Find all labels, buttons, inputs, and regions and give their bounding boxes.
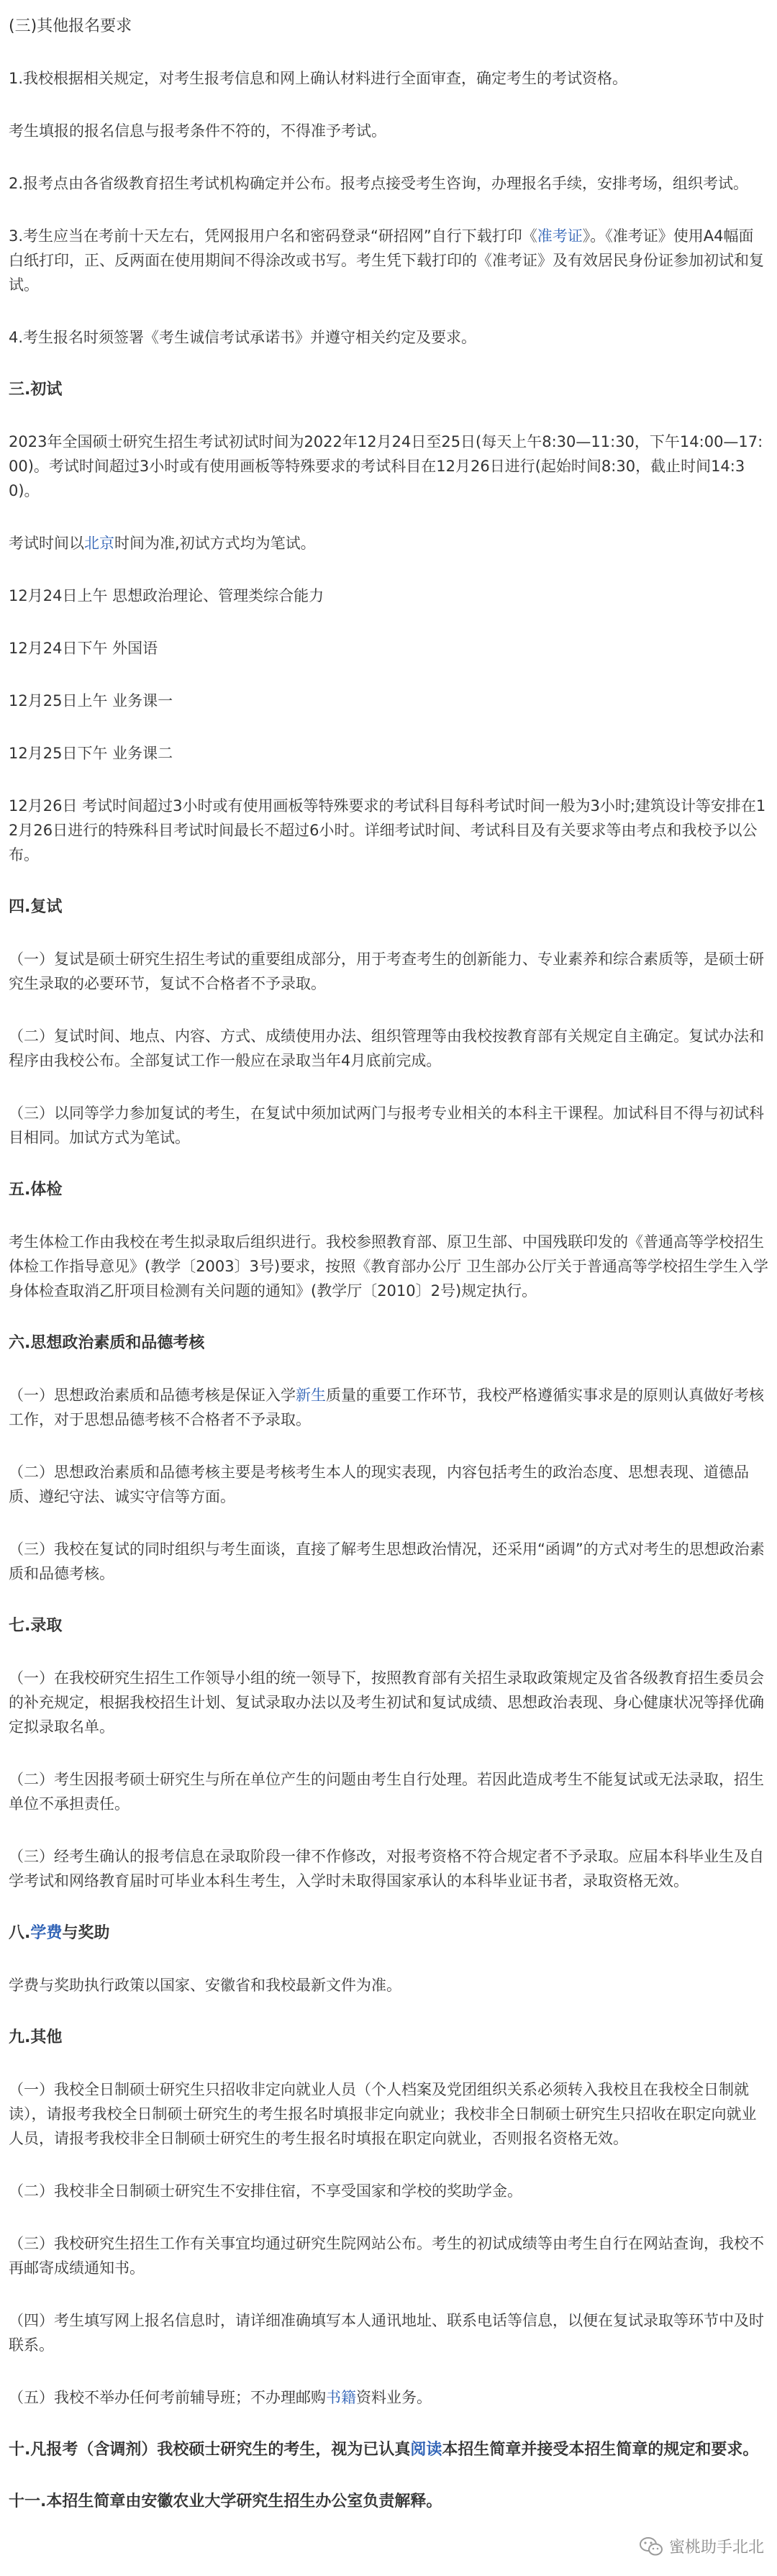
paragraph (9, 1460, 768, 1509)
text-run: （三）以同等学力参加复试的考生，在复试中须加试两门与报考专业相关的本科主干课程。加试科目不得与初试科目相同。加试方式为笔试。 (9, 1105, 764, 1146)
text-run: （三）经考生确认的报考信息在录取阶段一律不作修改，对报考资格不符合规定者不予录取。应届本科毕业生及自学考试和网络教育届时可毕业本科生考生，入学时未取得国家承认的本科毕业证书者，录取资格无效。 (9, 1848, 764, 1890)
section-heading: 六.思想政治素质和品德考核 (9, 1334, 205, 1352)
text-run: 12月24日上午 思想政治理论、管理类综合能力 (9, 587, 324, 604)
watermark (639, 2535, 764, 2557)
text-run: （二）复试时间、地点、内容、方式、成绩使用办法、组织管理等由我校按教育部有关规定自主确定。复试办法和程序由我校公布。全部复试工作一般应在录取当年4月底前完成。 (9, 1028, 764, 1069)
text-run: 本招生简章并接受本招生简章的规定和要求。 (442, 2441, 759, 2459)
closing-paragraph (9, 2438, 768, 2462)
text-run: 考生填报的报名信息与报考条件不符的，不得准予考试。 (9, 122, 386, 140)
paragraph (9, 171, 768, 196)
closing-paragraph: 十一.本招生简章由安徽农业大学研究生招生办公室负责解释。 (9, 2493, 442, 2511)
section-heading: 七.录取 (9, 1617, 63, 1635)
text-run: 资料业务。 (356, 2389, 432, 2406)
paragraph (9, 1383, 768, 1432)
section-heading: 五.体检 (9, 1181, 63, 1199)
text-run: 与奖助 (62, 1924, 110, 1942)
paragraph (9, 119, 768, 143)
text-run: 12月25日下午 业务课二 (9, 745, 173, 762)
inline-link[interactable]: 书籍 (326, 2389, 356, 2406)
paragraph (9, 1537, 768, 1586)
text-run: 2.报考点由各省级教育招生考试机构确定并公布。报考点接受考生咨询，办理报名手续，安排考场，组织考试。 (9, 175, 749, 192)
text-run: 质量的重要工作环节，我校严格遵循实事求是的原则认真做好考核工作，对于思想品德考核不合格者不予录取。 (9, 1387, 764, 1428)
text-run: 12月25日上午 业务课一 (9, 692, 173, 709)
paragraph (9, 2308, 768, 2357)
text-run: 4.考生报名时须签署《考生诚信考试承诺书》并遵守相关约定及要求。 (9, 329, 477, 346)
paragraph (9, 1973, 768, 1997)
paragraph (9, 1844, 768, 1893)
text-run: （二）思想政治素质和品德考核主要是考核考生本人的现实表现，内容包括考生的政治态度、思想表现、道德品质、遵纪守法、诚实守信等方面。 (9, 1464, 749, 1505)
text-run: 12月24日下午 外国语 (9, 640, 158, 657)
text-run: （一）复试是硕士研究生招生考试的重要组成部分，用于考查考生的创新能力、专业素养和综合素质等，是硕士研究生录取的必要环节，复试不合格者不予录取。 (9, 951, 764, 992)
text-run: 时间为准,初试方式均为笔试。 (114, 535, 316, 552)
text-run: 3.考生应当在考前十天左右，凭网报用户名和密码登录“研招网”自行下载打印《 (9, 227, 537, 245)
text-run: （五）我校不举办任何考前辅导班；不办理邮购 (9, 2389, 326, 2406)
paragraph (9, 794, 768, 867)
paragraph (9, 741, 768, 766)
paragraph (9, 636, 768, 661)
inline-link[interactable]: 新生 (296, 1387, 326, 1404)
paragraph (9, 1101, 768, 1150)
text-run: 》。《准考证》使用A4幅面白纸打印，正、反两面在使用期间不得涂改或书写。考生凭下载打印的《准考证》及有效居民身份证参加初试和复试。 (9, 227, 764, 294)
paragraph (9, 2179, 768, 2203)
text-run: （四）考生填写网上报名信息时，请详细准确填写本人通讯地址、联系电话等信息，以便在复试录取等环节中及时联系。 (9, 2312, 764, 2354)
paragraph (9, 531, 768, 555)
section-heading: (三)其他报名要求 (9, 17, 132, 35)
section-heading: 四.复试 (9, 898, 63, 916)
paragraph (9, 2231, 768, 2280)
text-run: 学费与奖助执行政策以国家、安徽省和我校最新文件为准。 (9, 1977, 401, 1994)
paragraph (9, 1024, 768, 1073)
inline-link[interactable]: 准考证 (537, 227, 583, 245)
wechat-icon (639, 2536, 663, 2557)
inline-link[interactable]: 北京 (84, 535, 114, 552)
text-run: 八. (9, 1924, 31, 1942)
text-run: 12月26日 考试时间超过3小时或有使用画板等特殊要求的考试科目每科考试时间一般为3小时;建筑设计等安排在12月26日进行的特殊科目考试时间最长不超过6小时。详细考试时间、考试科目及有关要求等由考点和我校予以公布。 (9, 797, 766, 863)
text-run: （一）思想政治素质和品德考核是保证入学 (9, 1387, 296, 1404)
text-run: 考试时间以 (9, 535, 84, 552)
text-run: 十.凡报考（含调剂）我校硕士研究生的考生，视为已认真 (9, 2441, 411, 2459)
inline-link[interactable]: 阅读 (410, 2441, 442, 2459)
text-run: （三）我校研究生招生工作有关事宜均通过研究生院网站公布。考生的初试成绩等由考生自行在网站查询，我校不再邮寄成绩通知书。 (9, 2235, 764, 2277)
paragraph (9, 947, 768, 996)
paragraph (9, 325, 768, 350)
paragraph (9, 224, 768, 297)
section-heading: 三.初试 (9, 381, 63, 399)
paragraph (9, 430, 768, 503)
text-run: （三）我校在复试的同时组织与考生面谈，直接了解考生思想政治情况，还采用“函调”的方式对考生的思想政治素质和品德考核。 (9, 1541, 765, 1582)
section-heading (9, 1921, 768, 1946)
text-run: （二）考生因报考硕士研究生与所在单位产生的问题由考生自行处理。若因此造成考生不能复试或无法录取，招生单位不承担责任。 (9, 1771, 764, 1813)
paragraph (9, 66, 768, 91)
inline-link[interactable]: 学费 (30, 1924, 63, 1942)
paragraph (9, 689, 768, 713)
paragraph (9, 1666, 768, 1739)
text-run: （一）在我校研究生招生工作领导小组的统一领导下，按照教育部有关招生录取政策规定及省各级教育招生委员会的补充规定，根据我校招生计划、复试录取办法以及考生初试和复试成绩、思想政治表现、身心健康状况等择优确定拟录取名单。 (9, 1669, 764, 1736)
paragraph (9, 2077, 768, 2151)
text-run: （一）我校全日制硕士研究生只招收非定向就业人员（个人档案及党团组织关系必须转入我校且在我校全日制就读），请报考我校全日制硕士研究生的考生报名时填报非定向就业；我校非全日制硕士研究生只招收在职定向就业人员，请报考我校非全日制硕士研究生的考生报名时填报在职定向就业，否则报名资格无效。 (9, 2081, 757, 2147)
text-run: 1.我校根据相关规定，对考生报考信息和网上确认材料进行全面审查，确定考生的考试资格。 (9, 70, 628, 87)
text-run: （二）我校非全日制硕士研究生不安排住宿，不享受国家和学校的奖助学金。 (9, 2182, 522, 2200)
text-run: 考生体检工作由我校在考生拟录取后组织进行。我校参照教育部、原卫生部、中国残联印发的《普通高等学校招生体检工作指导意见》(教学〔2003〕3号)要求，按照《教育部办公厅 卫生部办公厅关于普通高等学校招生学生入学身体检查取消乙肝项目检测有关问题的通知》(教学厅〔2010〕2号)规定执行。 (9, 1233, 768, 1300)
paragraph (9, 1230, 768, 1303)
watermark-text: 蜜桃助手北北 (668, 2539, 764, 2557)
paragraph (9, 2385, 768, 2410)
section-heading: 九.其他 (9, 2028, 63, 2046)
text-run: 2023年全国硕士研究生招生考试初试时间为2022年12月24日至25日(每天上午8:30—11:30，下午14:00—17:00)。考试时间超过3小时或有使用画板等特殊要求的考试科目在12月26日进行(起始时间8:30，截止时间14:30)。 (9, 433, 763, 499)
paragraph (9, 1767, 768, 1816)
paragraph (9, 584, 768, 608)
